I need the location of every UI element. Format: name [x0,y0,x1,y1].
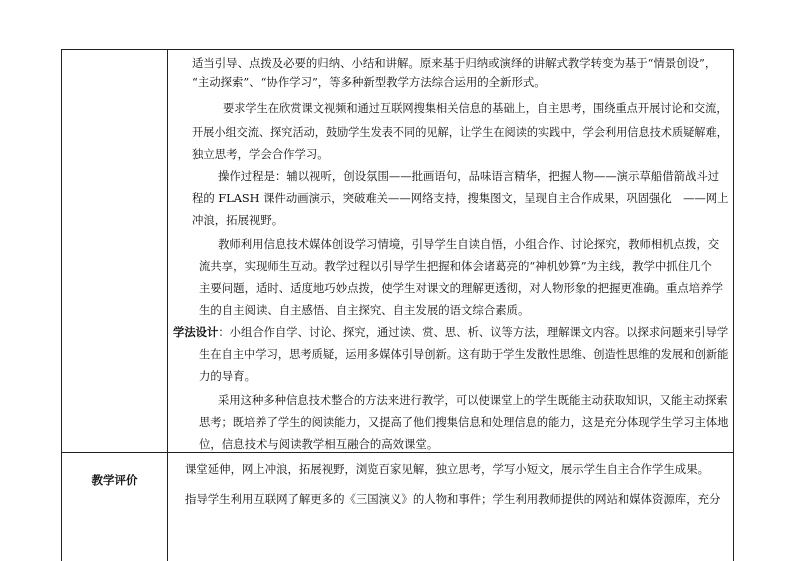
row1-line-10: 流共享，实现师生互动。教学过程以引导学生把握和体会诸葛亮的“神机妙算”为主线，教学中抓住几个 [199,259,712,273]
teaching-evaluation-label: 教学评价 [91,473,138,487]
row1-line-7: 程的 FLASH 课件动画演示，突破难关——网络支持，搜集图文，呈现自主合作成果，巩固强化 ——网上 [192,191,729,205]
row2-line-1: 课堂延伸，网上冲浪，拓展视野，浏览百家见解，独立思考，学写小短文，展示学生自主合作学生成果。 [185,462,709,476]
method-design-line-6: 位，信息技术与阅读教学相互融合的高效课堂。 [199,437,439,451]
row1-line-5: 独立思考，学会合作学习。 [192,147,329,161]
row1-line-1: 适当引导、点拨及必要的归纳、小结和讲解。原来基于归纳或演绎的讲解式教学转变为基于“情景创设”， [192,56,717,70]
column-divider [167,49,168,561]
method-design-line-3: 力的导育。 [199,369,256,383]
row1-line-9: 教师利用信息技术媒体创设学习情境，引导学生自读自悟，小组合作、讨论探究，教师相机点拨，交 [218,237,720,251]
method-design-line-5: 思考；既培养了学生的阅读能力，又提高了他们搜集信息和处理信息的能力，这是充分体现学生学习主体地 [199,415,729,429]
row1-line-6: 操作过程是：辅以视听，创设氛围——批画语句，品味语言精华，把握人物——演示草船借箭战斗过 [218,169,720,183]
row1-line-12: 生的自主阅读、自主感悟、自主探究、自主发展的语文综合素质。 [199,303,530,317]
method-design-text: ：小组合作自学、讨论、探究，通过读、赏、思、析、议等方法，理解课文内容。以探求问题来引导学 [218,325,729,339]
row2-line-2: 指导学生利用互联网了解更多的《三国演义》的人物和事件；学生利用教师提供的网站和媒体资源库，充分 [185,492,721,506]
method-design-label: 学法设计 [173,325,219,339]
row1-line-3: 要求学生在欣赏课文视频和通过互联网搜集相关信息的基础上，自主思考，围绕重点开展讨论和交流， [223,101,728,115]
row1-line-11: 主要问题，适时、适度地巧妙点拨，使学生对课文的理解更透彻，对人物形象的把握更准确。重点培养学 [199,281,723,295]
row1-line-2: “主动探索”、“协作学习”，等多种新型教学方法综合运用的全新形式。 [192,75,546,89]
method-design-line-2: 生在自主中学习，思考质疑，运用多媒体引导创新。这有助于学生发散性思维、创造性思维的发展和创新能 [199,347,729,361]
method-design-line-4: 采用这种多种信息技术整合的方法来进行教学，可以使课堂上的学生既能主动获取知识，又能主动探索 [218,393,728,407]
row1-line-8: 冲浪，拓展视野。 [192,213,284,227]
row1-line-4: 开展小组交流、探究活动，鼓励学生发表不同的见解，让学生在阅读的实践中，学会利用信息技术质疑解难， [192,125,728,139]
method-design-line-1 [173,325,728,339]
